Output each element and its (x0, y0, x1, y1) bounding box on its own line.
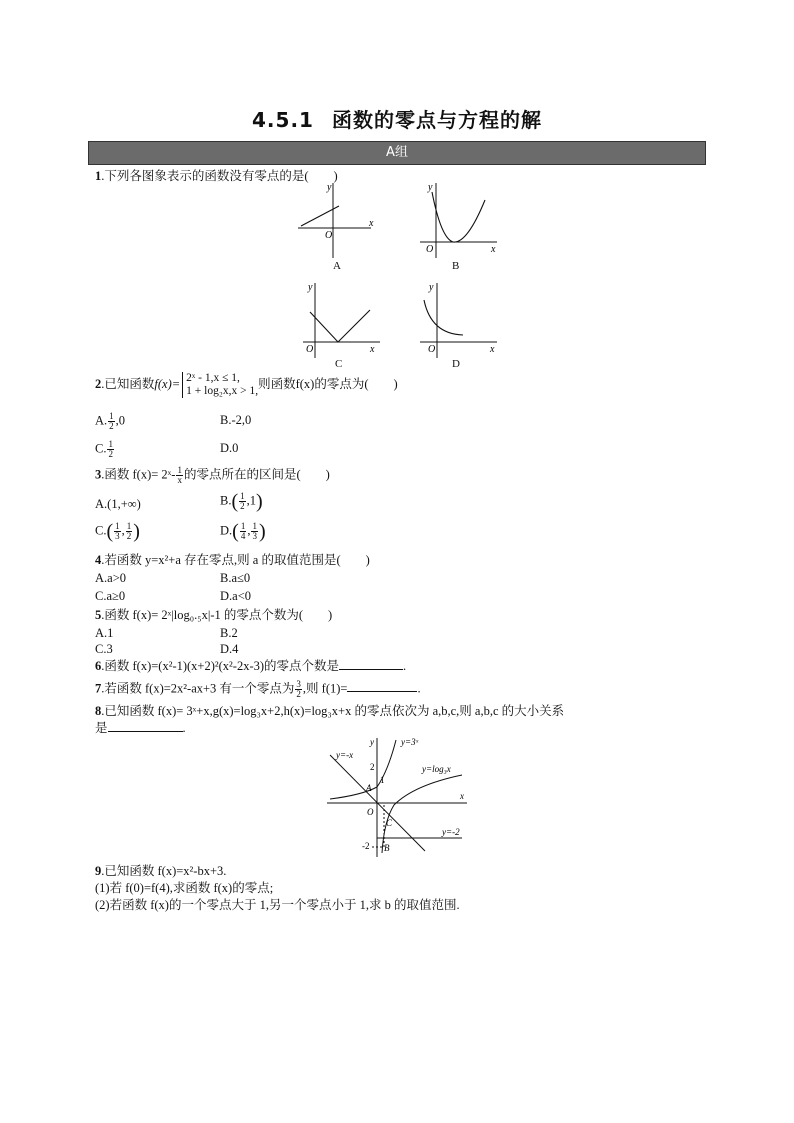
question-number: 2 (95, 376, 102, 391)
axis-x-label: x (490, 344, 495, 355)
q5-option-c: C.3 (95, 642, 113, 656)
piecewise-case-1: 2ˣ - 1,x ≤ 1, (186, 372, 240, 384)
question-number: 6 (95, 659, 102, 673)
axis-x-label: x (491, 244, 496, 255)
question-8-line2: 是 . (95, 721, 186, 735)
axis-x-label: x (369, 218, 374, 229)
q2-option-d: D.0 (220, 441, 239, 455)
answer-blank[interactable] (108, 721, 183, 732)
graph-d-label: D (452, 358, 460, 370)
label-y-log: y=log₃x (422, 764, 451, 774)
question-number: 8 (95, 704, 102, 718)
graph-b-label: B (452, 260, 460, 272)
question-3 (95, 466, 330, 485)
q2-option-b: B.-2,0 (220, 413, 252, 427)
question-text: .函数 f(x)= 2ˣ- (101, 467, 176, 482)
question-7: 7.若函数 f(x)=2x²-ax+3 有一个零点为 $\frac{3}{2}$ ,则 f(1)= . (95, 679, 421, 699)
q5-option-b: B.2 (220, 626, 238, 640)
question-9-part-2: (2)若函数 f(x)的一个零点大于 1,另一个零点小于 1,求 b 的取值范围. (95, 898, 460, 912)
question-2 (95, 372, 398, 398)
question-number: 5 (95, 608, 102, 622)
question-text: .若函数 y=x²+a 存在零点,则 a 的取值范围是( ) (101, 553, 370, 567)
question-9-part-1: (1)若 f(0)=f(4),求函数 f(x)的零点; (95, 881, 274, 895)
question-text: .函数 f(x)= 2ˣ|log₀.₅x|-1 的零点个数为( ) (101, 608, 333, 622)
label-y-3x: y=3ˣ (401, 737, 419, 747)
fraction: $\frac{1}{2}$ (109, 411, 114, 431)
question-number: 3 (95, 467, 102, 482)
q4-option-c: C.a≥0 (95, 589, 126, 603)
graph-a (293, 180, 373, 260)
question-8 (95, 703, 564, 719)
origin-label: O (428, 344, 436, 355)
question-number: 7 (95, 681, 102, 696)
question-4 (95, 552, 370, 568)
label-y-neg-x: y=-x (336, 750, 354, 760)
axis-y-label: y (308, 282, 313, 293)
axis-y-label: y (370, 737, 374, 747)
question-text-tail: 的零点所在的区间是( ) (183, 467, 330, 482)
point-c: C (386, 818, 393, 828)
origin-label: O (325, 230, 333, 241)
page-title (0, 104, 794, 133)
q4-option-a: A.a>0 (95, 571, 126, 585)
q3-option-d: D.( $\frac{1}{4}$ , $\frac{1}{3}$ ) (220, 520, 266, 543)
axis-y-label: y (428, 182, 433, 193)
q5-option-a: A.1 (95, 626, 114, 640)
question-text-tail: 则函数f(x)的零点为( ) (258, 376, 398, 391)
group-header: A组 (88, 141, 706, 165)
question-5 (95, 607, 332, 623)
q3-option-a: A.(1,+∞) (95, 497, 141, 511)
question-number: 4 (95, 553, 102, 567)
q8-graph (322, 735, 472, 860)
q4-option-b: B.a≤0 (220, 571, 251, 585)
answer-blank[interactable] (339, 659, 403, 670)
axis-x-label: x (370, 344, 375, 355)
fraction: $\frac{1}{2}$ (108, 439, 113, 459)
tick-neg2: -2 (362, 841, 370, 851)
axis-y-label: y (327, 182, 332, 193)
q3-option-c: C.( $\frac{1}{3}$ , $\frac{1}{2}$ ) (95, 520, 140, 543)
graph-d (415, 280, 500, 360)
answer-blank[interactable] (347, 681, 417, 692)
question-text: .若函数 f(x)=2x²-ax+3 有一个零点为 (101, 681, 295, 696)
graph-b (415, 180, 500, 260)
question-text: .函数 f(x)=(x²-1)(x+2)²(x²-2x-3)的零点个数是 (101, 659, 340, 673)
fraction: $\frac{1}{x}$ (177, 465, 182, 485)
origin-label: O (426, 244, 434, 255)
axis-x-label: x (460, 791, 464, 801)
question-number: 1 (95, 169, 102, 183)
question-text: .已知函数 f(x)=x²-bx+3. (101, 864, 227, 878)
question-text: .已知函数 (101, 376, 155, 391)
label-y-neg2: y=-2 (442, 827, 460, 837)
q3-option-b: B.( $\frac{1}{2}$ ,1) (220, 490, 263, 513)
graph-c-label: C (335, 358, 343, 370)
graph-c (298, 280, 383, 360)
question-6: 6.函数 f(x)=(x²-1)(x+2)²(x²-2x-3)的零点个数是 . (95, 659, 407, 673)
q4-option-d: D.a<0 (220, 589, 251, 603)
question-text: .已知函数 f(x)= 3ˣ+x,g(x)=log₃x+2,h(x)=log₃x+x 的零点依次为 a,b,c,则 a,b,c 的大小关系 (101, 704, 565, 718)
piecewise-brace (182, 372, 258, 398)
graph-a-label: A (333, 260, 341, 272)
question-text-tail: ,则 f(1)= (302, 681, 348, 696)
q5-option-d: D.4 (220, 642, 239, 656)
question-9 (95, 863, 226, 879)
section-number: 4.5.1 (252, 108, 314, 132)
tick-2: 2 (370, 762, 375, 772)
fraction: $\frac{3}{2}$ (296, 679, 301, 699)
question-number: 9 (95, 864, 102, 878)
origin-label: O (367, 807, 374, 817)
q2-option-a: A. $\frac{1}{2}$ ,0 (95, 411, 126, 431)
function-name: f(x)= (154, 376, 181, 391)
point-a: A (366, 783, 372, 793)
question-text: .下列各图象表示的函数没有零点的是( ) (101, 169, 338, 183)
origin-label: O (306, 344, 314, 355)
q2-option-c: C. $\frac{1}{2}$ (95, 439, 113, 459)
point-b: B (384, 843, 390, 853)
piecewise-case-2: 1 + log₂x,x > 1, (186, 385, 259, 397)
tick-1: 1 (380, 775, 385, 785)
axis-y-label: y (429, 282, 434, 293)
section-title: 函数的零点与方程的解 (331, 108, 542, 132)
